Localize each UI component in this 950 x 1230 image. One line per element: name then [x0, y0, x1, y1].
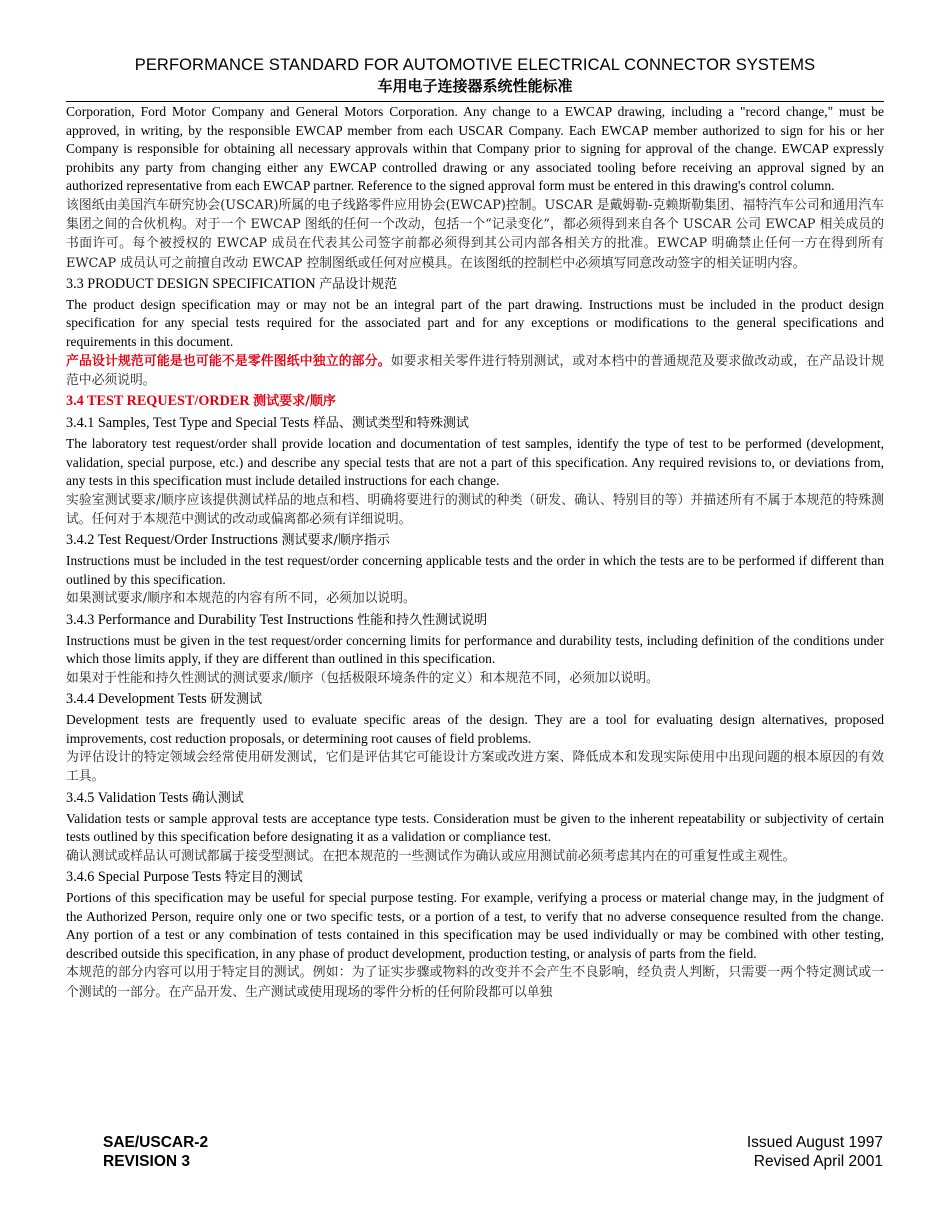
- section-3-4-2-heading: [66, 530, 884, 551]
- footer-revised: Revised April 2001: [753, 1153, 883, 1170]
- section-3-4-1-title-zh: 样品、测试类型和特殊测试: [312, 415, 469, 431]
- section-3-4-5-title-zh: 确认测试: [191, 790, 244, 806]
- section-3-3-text-zh: 如要求相关零件进行特别测试，或对本档中的普通规范及要求做改动或，在产品设计规范中必须说明。: [66, 353, 885, 388]
- intro-paragraph-en: Corporation, Ford Motor Company and General Motors Corporation. Any change to a EWCAP drawing, including a "record change," must be approved, in writing, by the responsible EWCAP member from each USCAR Company. Each EWCAP member authorized to sign for his or her Company is responsible for obtaining all necessary approvals within that Company prior to signing for approval of the change. EWCAP expressly prohibits any party from changing either any EWCAP controlled drawing or any associated tooling before receiving an approval signed by an authorized representative from each EWCAP partner. Reference to the signed approval form must be entered in this drawing's control column.: [66, 104, 884, 194]
- header-title-en: PERFORMANCE STANDARD FOR AUTOMOTIVE ELECTRICAL CONNECTOR SYSTEMS: [134, 56, 816, 74]
- section-3-4-4-title: 3.4.4 Development Tests: [66, 690, 207, 707]
- footer-right: [747, 1133, 883, 1171]
- section-3-4-2-paragraph-en: Instructions must be included in the test request/order concerning applicable tests and the order in which the tests are to be performed if different than outlined by this specification.: [66, 553, 884, 587]
- footer-doc-id: SAE/USCAR-2: [103, 1134, 209, 1151]
- section-3-4-4-title-zh: 研发测试: [210, 691, 263, 707]
- section-3-4-2-title: 3.4.2 Test Request/Order Instructions: [66, 532, 278, 549]
- section-3-3-heading: [66, 274, 884, 295]
- section-3-4-1-heading: [66, 413, 884, 434]
- section-3-4-heading: [66, 391, 884, 412]
- header-title-zh: 车用电子连接器系统性能标准: [377, 77, 573, 95]
- section-3-4-5-paragraph-zh: 确认测试或样品认可测试都属于接受型测试。在把本规范的一些测试作为确认或应用测试前必须考虑其内在的可重复性或主观性。: [66, 848, 796, 864]
- section-3-3-title-zh: 产品设计规范: [319, 276, 398, 292]
- footer-revision: REVISION 3: [103, 1153, 190, 1170]
- page-body: [66, 103, 884, 1002]
- section-3-4-5-heading: [66, 788, 884, 809]
- section-3-4-title: 3.4 TEST REQUEST/ORDER: [66, 392, 250, 409]
- section-3-4-5-title: 3.4.5 Validation Tests: [66, 789, 189, 806]
- section-3-4-2-paragraph-zh: 如果测试要求/顺序和本规范的内容有所不同，必须加以说明。: [66, 591, 416, 607]
- section-3-3-paragraph-zh: [66, 352, 884, 390]
- section-3-3-paragraph-en: The product design specification may or may not be an integral part of the part drawing. Instructions must be included in the product design specification for any special tests required for the associated part and for any exceptions or modifications to the general specifications and requirements in this document.: [66, 296, 884, 349]
- section-3-4-4-heading: [66, 689, 884, 710]
- section-3-4-3-title-zh: 性能和持久性测试说明: [357, 612, 488, 628]
- intro-paragraph-zh: 该图纸由美国汽车研究协会(USCAR)所属的电子线路零件应用协会(EWCAP)控制。USCAR 是戴姆勒-克赖斯勒集团、福特汽车公司和通用汽车集团之间的合伙机构。对于一个 EWCAP 图纸的任何一个改动，包括一个“记录变化”，都必须得到来自各个 USCAR 公司 EWCAP 相关成员的书面许可。每个被授权的 EWCAP 成员在代表其公司签字前都必须得到其公司内部各相关方的批准。EWCAP 明确禁止任何一方在得到所有 EWCAP 成员认可之前擅自改动 EWCAP 控制图纸或任何对应模具。在该图纸的控制栏中必须填写同意改动签字的相关证明内容。: [66, 197, 884, 271]
- section-3-3-title: 3.3 PRODUCT DESIGN SPECIFICATION: [66, 275, 316, 292]
- section-3-4-4-paragraph-en: Development tests are frequently used to evaluate specific areas of the design. They are a tool for evaluating design alternatives, proposed improvements, cost reduction proposals, or determining root causes of field problems.: [66, 711, 884, 746]
- section-3-4-6-paragraph-zh: 本规范的部分内容可以用于特定目的测试。例如：为了证实步骤或物料的改变并不会产生不良影响，经负责人判断，只需要一两个特定测试或一个测试的一部分。在产品开发、生产测试或使用现场的零件分析的任何阶段都可以单独: [66, 965, 884, 1000]
- section-3-4-3-paragraph-en: Instructions must be given in the test request/order concerning limits for performance and durability tests, including definition of the conditions under which those limits apply, if they are different than outlined in this specification.: [66, 632, 884, 667]
- section-3-4-5-paragraph-en: Validation tests or sample approval tests are acceptance type tests. Consideration must be given to the inherent repeatability or subjectivity of certain tests outlined by this specification before designating it as a validation or compliance test.: [66, 810, 884, 845]
- section-3-4-3-paragraph-zh: 如果对于性能和持久性测试的测试要求/顺序（包括极限环境条件的定义）和本规范不同，必须加以说明。: [66, 670, 659, 686]
- section-3-4-6-heading: [66, 867, 884, 888]
- section-3-4-title-zh: 测试要求/顺序: [253, 393, 336, 409]
- section-3-4-1-title: 3.4.1 Samples, Test Type and Special Tests: [66, 414, 310, 431]
- section-3-4-4-paragraph-zh: 为评估设计的特定领域会经常使用研发测试，它们是评估其它可能设计方案或改进方案、降低成本和发现实际使用中出现问题的根本原因的有效工具。: [66, 750, 884, 785]
- section-3-3-highlight-zh: 产品设计规范可能是也可能不是零件图纸中独立的部分。: [66, 353, 391, 369]
- section-3-4-2-title-zh: 测试要求/顺序指示: [281, 533, 390, 549]
- section-3-4-3-heading: [66, 610, 884, 631]
- page-header: [66, 55, 884, 96]
- footer-issued: Issued August 1997: [746, 1134, 883, 1151]
- section-3-4-6-paragraph-en: Portions of this specification may be useful for special purpose testing. For example, verifying a process or material change may, in the judgment of the Authorized Person, require only one or two specific tests, or a portion of a test, to verify that no adverse consequence resulted from the change. Any portion of a test or any combination of tests contained in this specification may be used individually or may be combined with other testing, described outside this specification, in any phase of product development, production testing, or analysis of parts from the field.: [66, 889, 884, 961]
- header-rule: [66, 101, 884, 102]
- section-3-4-3-title: 3.4.3 Performance and Durability Test Instructions: [66, 611, 354, 628]
- section-3-4-1-paragraph-zh: 实验室测试要求/顺序应该提供测试样品的地点和档、明确将要进行的测试的种类（研发、确认、特别目的等）并描述所有不属于本规范的特殊测试。任何对于本规范中测试的改动或偏离都必须有详细说明。: [66, 492, 884, 527]
- section-3-4-1-paragraph-en: The laboratory test request/order shall provide location and documentation of test samples, identify the type of test to be performed (development, validation, special purpose, etc.) and describe any special tests that are not a part of this specification. Any required revisions to, or deviations from, any tests in this specification must include detailed instructions for each change.: [66, 435, 884, 489]
- footer-left: [103, 1133, 208, 1171]
- section-3-4-6-title-zh: 特定目的测试: [224, 869, 303, 885]
- section-3-4-6-title: 3.4.6 Special Purpose Tests: [66, 868, 222, 885]
